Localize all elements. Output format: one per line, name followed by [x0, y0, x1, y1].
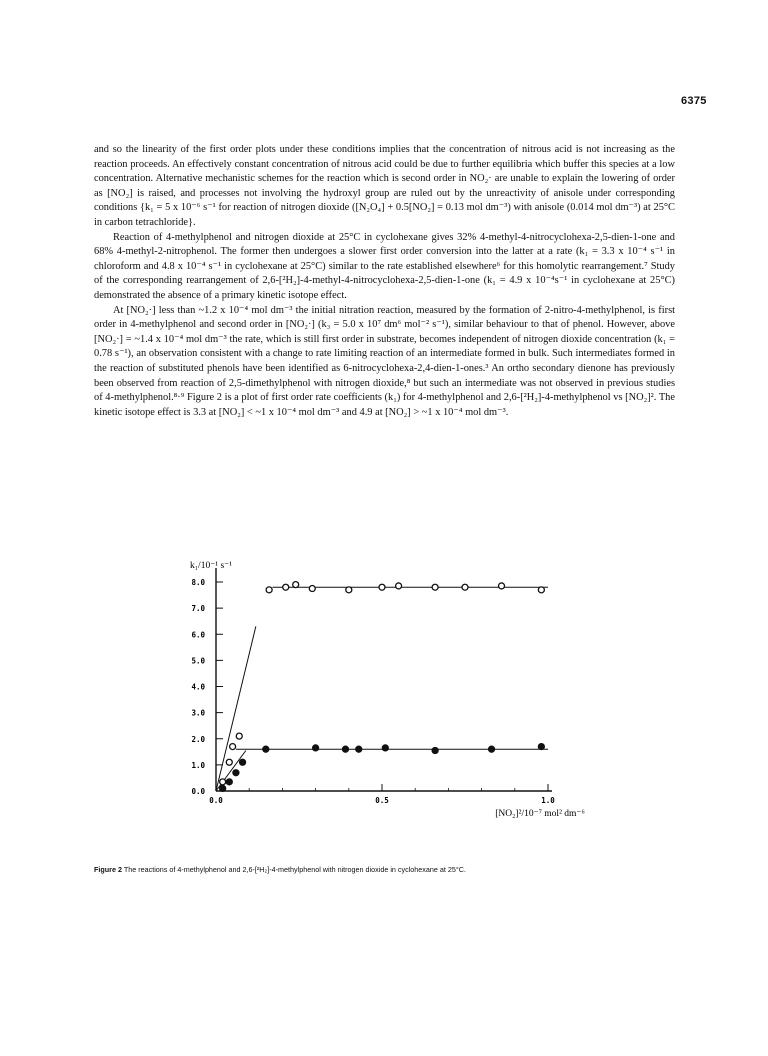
- data-point-open: [538, 587, 544, 593]
- data-point-filled: [240, 759, 246, 765]
- x-tick-label: 0.0: [209, 796, 223, 805]
- data-point-open: [293, 582, 299, 588]
- data-point-open: [230, 744, 236, 750]
- data-point-filled: [342, 746, 348, 752]
- data-point-filled: [233, 770, 239, 776]
- figure-2: [100, 560, 690, 860]
- data-point-open: [266, 587, 272, 593]
- data-point-filled: [382, 745, 388, 751]
- data-point-open: [432, 584, 438, 590]
- data-point-open: [396, 583, 402, 589]
- y-tick-label: 0.0: [191, 787, 205, 796]
- paragraph-1: and so the linearity of the first order plots under these conditions implies that the concentration of nitrous acid is not increasing as the reaction proceeds. An effectively constant concentration of nitrous acid could be due to further equilibria which buffer this species at a low concentration. Alternative mechanistic schemes for the reaction which is second order in NO₂· are unable to explain the lowering of order as [NO₂] is raised, and processes not involving the hydroxyl group are ruled out by the unreactivity of anisole under corresponding conditions {k₁ = 5 x 10⁻⁶ s⁻¹ for reaction of nitrogen dioxide ([N₂O₄] + 0.5[NO₂] = 0.13 mol dm⁻³) with anisole (0.014 mol dm⁻³) at 25°C in carbon tetrachloride}.: [94, 144, 675, 228]
- data-point-filled: [489, 746, 495, 752]
- data-point-open: [379, 584, 385, 590]
- data-point-open: [283, 584, 289, 590]
- y-tick-label: 8.0: [191, 578, 205, 587]
- caption-text: The reactions of 4-methylphenol and 2,6-[²H₂]-4-methylphenol with nitrogen dioxide in cyclohexane at 25°C.: [123, 865, 466, 874]
- data-point-filled: [220, 785, 226, 791]
- y-tick-label: 7.0: [191, 604, 205, 614]
- body-text: [94, 143, 675, 420]
- data-point-filled: [432, 748, 438, 754]
- y-tick-label: 3.0: [191, 708, 205, 718]
- x-tick-label: 1.0: [541, 796, 555, 805]
- y-tick-label: 5.0: [191, 656, 205, 666]
- figure-caption: [94, 865, 675, 874]
- data-point-filled: [538, 744, 544, 750]
- data-point-open: [346, 587, 352, 593]
- paragraph-2: Reaction of 4-methylphenol and nitrogen dioxide at 25°C in cyclohexane gives 32% 4-methyl-4-nitrocyclohexa-2,5-dien-1-one and 68% 4-methyl-2-nitrophenol. The former then undergoes a slower first order conversion into the latter at a rate (k₁ = 3.3 x 10⁻⁴ s⁻¹ in chloroform and 4.8 x 10⁻⁴ s⁻¹ in cyclohexane at 25°C) similar to the rate established elsewhere⁶ for this homolytic rearrangement.⁷ Study of the corresponding rearrangement of 2,6-[²H₂]-4-methyl-4-nitrocyclohexa-2,5-dien-1-one (k₁ = 4.9 x 10⁻⁴s⁻¹ in cyclohexane at 25°C) demonstrated the absence of a primary kinetic isotope effect.: [94, 231, 675, 301]
- data-point-open: [309, 586, 315, 592]
- data-point-open: [462, 584, 468, 590]
- data-point-filled: [313, 745, 319, 751]
- y-axis-label: k₁/10⁻¹ s⁻¹: [190, 561, 232, 571]
- data-point-open: [226, 759, 232, 765]
- fit-line-open-rise: [216, 626, 256, 791]
- data-point-open: [220, 779, 226, 785]
- data-point-filled: [226, 779, 232, 785]
- caption-label: Figure 2: [94, 865, 122, 874]
- y-tick-label: 4.0: [191, 682, 205, 692]
- x-axis-label: [NO₂]²/10⁻⁷ mol² dm⁻⁶: [495, 809, 585, 819]
- rate-coefficient-chart: [100, 560, 690, 860]
- data-point-open: [236, 733, 242, 739]
- y-tick-label: 6.0: [191, 630, 205, 640]
- x-tick-label: 0.5: [375, 796, 389, 805]
- data-point-open: [499, 583, 505, 589]
- data-point-filled: [263, 746, 269, 752]
- data-point-filled: [356, 746, 362, 752]
- y-tick-label: 2.0: [191, 734, 205, 744]
- paragraph-3: At [NO₂·] less than ~1.2 x 10⁻⁴ mol dm⁻³ the initial nitration reaction, measured by the formation of 2-nitro-4-methylphenol, is first order in 4-methylphenol and second order in [NO₂·] (k₃ = 5.0 x 10⁷ dm⁶ mol⁻² s⁻¹), similar behaviour to that of phenol. However, above [NO₂·] = ~1.4 x 10⁻⁴ mol dm⁻³ the rate, which is still first order in substrate, becomes independent of nitrogen dioxide concentration (k₁ = 0.78 s⁻¹), an observation consistent with a change to rate limiting reaction of an intermediate formed in bulk. Such intermediates formed in the reaction of substituted phenols have been identified as 6-nitrocyclohexa-2,4-dien-1-ones.³ An ortho secondary dienone has previously been observed from reaction of 2,5-dimethylphenol with nitrogen dioxide,⁸ but such an intermediate was not observed in previous studies of 4-methylphenol.⁸·⁹ Figure 2 is a plot of first order rate coefficients (k₁) for 4-methylphenol and 2,6-[²H₂]-4-methylphenol vs [NO₂]². The kinetic isotope effect is 3.3 at [NO₂] < ~1 x 10⁻⁴ mol dm⁻³ and 4.9 at [NO₂] > ~1 x 10⁻⁴ mol dm⁻³.: [94, 304, 675, 418]
- y-tick-label: 1.0: [191, 760, 205, 770]
- page-number: 6375: [681, 95, 707, 107]
